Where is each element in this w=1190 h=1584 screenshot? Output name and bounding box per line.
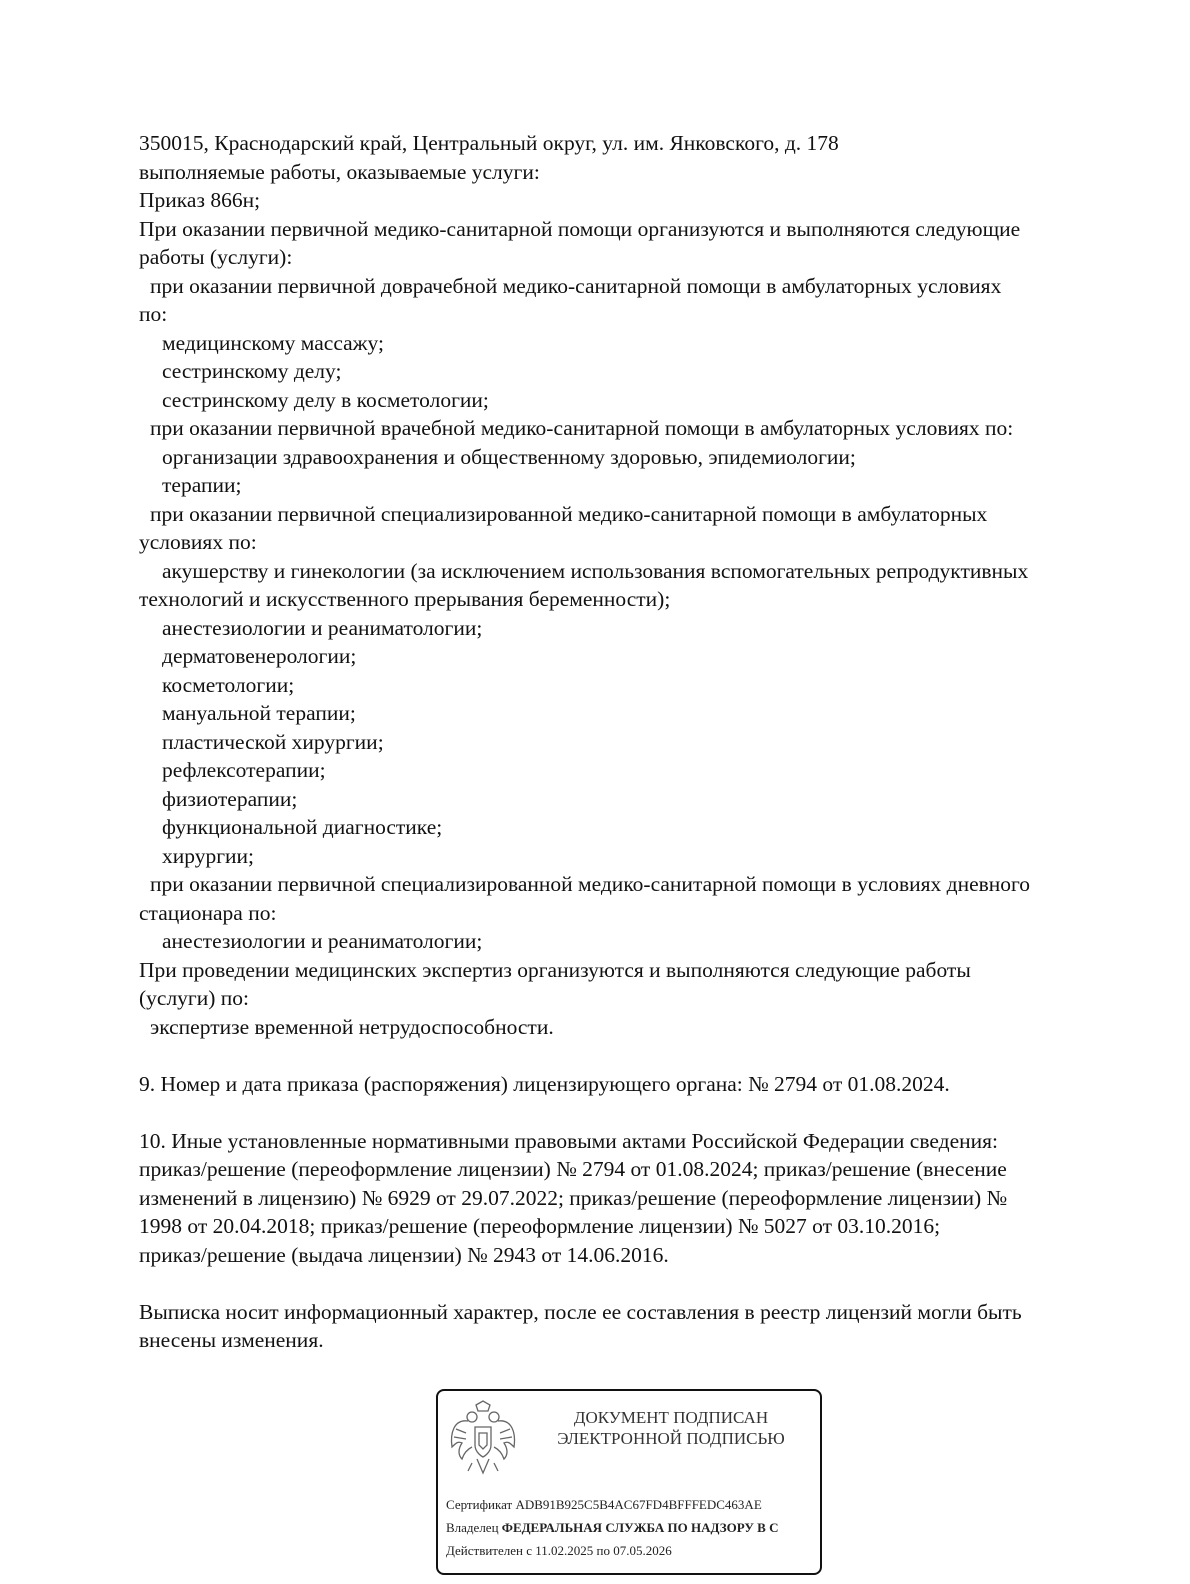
document-line: косметологии;: [162, 672, 295, 697]
document-line: Выписка носит информационный характер, после ее составления в реестр лицензий могли быть: [139, 1299, 1022, 1324]
document-line: при оказании первичной специализированной медико-санитарной помощи в амбулаторных: [150, 501, 988, 526]
document-line: сестринскому делу;: [162, 359, 342, 383]
document-line: 10. Иные установленные нормативными правовыми актами Российской Федерации сведения:: [139, 1128, 998, 1153]
owner-value: ФЕДЕРАЛЬНАЯ СЛУЖБА ПО НАДЗОРУ В С: [501, 1520, 779, 1535]
certificate-value: ADB91B925C5B4AC67FD4BFFFEDC463AE: [515, 1497, 762, 1512]
document-line: экспертизе временной нетрудоспособности.: [150, 1014, 554, 1039]
document-line: приказ/решение (выдача лицензии) № 2943 от 14.06.2016.: [139, 1242, 669, 1267]
document-line: пластической хирургии;: [162, 729, 384, 754]
document-line: дерматовенерологии;: [162, 644, 357, 668]
owner-line: [446, 1520, 778, 1536]
document-line: анестезиологии и реаниматологии;: [162, 929, 483, 953]
document-line: рефлексотерапии;: [162, 758, 326, 782]
document-line: стационара по:: [139, 900, 277, 925]
stamp-title: [526, 1407, 816, 1449]
document-line: мануальной терапии;: [162, 701, 356, 725]
document-line: При оказании первичной медико-санитарной помощи организуются и выполняются следующие: [139, 216, 1021, 241]
document-line: акушерству и гинекологии (за исключением использования вспомогательных репродуктивных: [162, 558, 1029, 583]
document-line: Приказ 866н;: [139, 188, 261, 212]
document-line: при оказании первичной доврачебной медико-санитарной помощи в амбулаторных условиях: [150, 273, 1002, 298]
document-line: медицинскому массажу;: [162, 330, 384, 355]
document-line: хирургии;: [162, 843, 255, 868]
document-line: приказ/решение (переоформление лицензии) № 2794 от 01.08.2024; приказ/решение (внесение: [139, 1157, 1007, 1181]
certificate-label: Сертификат: [446, 1497, 513, 1512]
document-line: условиях по:: [139, 530, 257, 554]
stamp-title-line-2: ЭЛЕКТРОННОЙ ПОДПИСЬЮ: [557, 1429, 785, 1448]
document-line: 350015, Краснодарский край, Центральный округ, ул. им. Янковского, д. 178: [139, 131, 839, 155]
document-line: (услуги) по:: [139, 986, 250, 1010]
document-body: [139, 129, 1129, 1355]
document-line: при оказании первичной специализированной медико-санитарной помощи в условиях дневного: [150, 872, 1031, 896]
signature-stamp: [436, 1389, 822, 1575]
stamp-title-line-1: ДОКУМЕНТ ПОДПИСАН: [573, 1408, 769, 1427]
blank-line: [139, 1041, 1129, 1070]
blank-line: [139, 1269, 1129, 1298]
document-line: 1998 от 20.04.2018; приказ/решение (переоформление лицензии) № 5027 от 03.10.2016;: [139, 1214, 941, 1238]
document-line: сестринскому делу в косметологии;: [162, 387, 489, 412]
coat-of-arms-icon: [448, 1399, 518, 1481]
document-line: организации здравоохранения и общественному здоровью, эпидемиологии;: [162, 444, 856, 469]
document-line: по:: [139, 302, 168, 326]
document-line: При проведении медицинских экспертиз организуются и выполняются следующие работы: [139, 957, 971, 982]
document-line: работы (услуги):: [139, 245, 293, 269]
validity-line: Действителен с 11.02.2025 по 07.05.2026: [446, 1543, 672, 1558]
document-line: внесены изменения.: [139, 1328, 324, 1352]
document-line: при оказании первичной врачебной медико-санитарной помощи в амбулаторных условиях по:: [150, 416, 1014, 440]
document-line: технологий и искусственного прерывания беременности);: [139, 587, 671, 611]
document-line: изменений в лицензию) № 6929 от 29.07.2022; приказ/решение (переоформление лицензии) №: [139, 1185, 1008, 1210]
document-line: физиотерапии;: [162, 786, 298, 811]
document-line: анестезиологии и реаниматологии;: [162, 615, 483, 640]
document-line: выполняемые работы, оказываемые услуги:: [139, 159, 540, 184]
document-line: 9. Номер и дата приказа (распоряжения) лицензирующего органа: № 2794 от 01.08.2024.: [139, 1071, 950, 1096]
document-line: функциональной диагностике;: [162, 815, 443, 839]
owner-label: Владелец: [446, 1520, 499, 1535]
certificate-line: [446, 1497, 762, 1513]
document-line: терапии;: [162, 473, 242, 497]
blank-line: [139, 1098, 1129, 1127]
